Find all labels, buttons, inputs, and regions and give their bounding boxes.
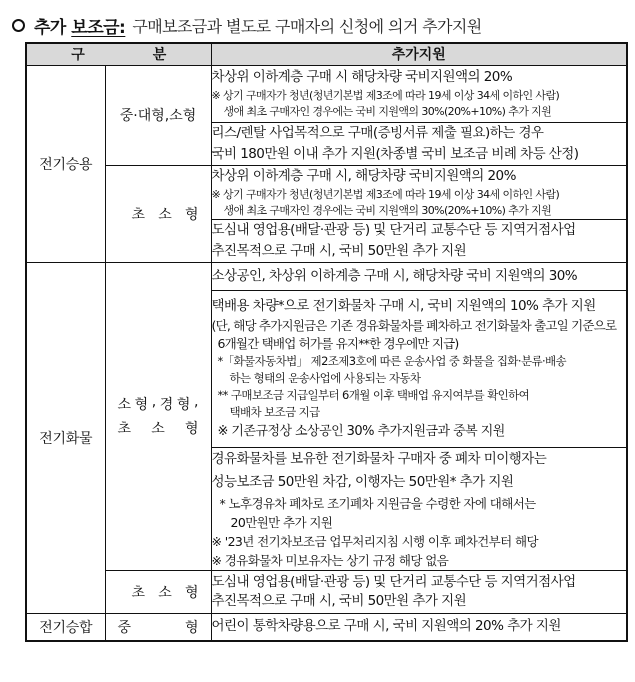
subtype-cell: 초 소 형: [105, 570, 211, 613]
category-cell: 전기화물: [26, 262, 105, 613]
support-cell: 도심내 영업용(배달·관광 등) 및 단거리 교통수단 등 지역거점사업 추진목적으로 구매 시, 국비 50만원 추가 지원: [211, 219, 627, 262]
section-title: [10, 12, 482, 38]
header-category: 구 분: [26, 43, 211, 65]
subtype-cell: 중·대형,소형: [105, 65, 211, 165]
subtype-cell: 초 소 형: [105, 165, 211, 262]
support-cell: 차상위 이하계층 구매 시, 해당차량 국비지원액의 20% ※ 상기 구매자가 청년(청년기본법 제3조에 따라 19세 이상 34세 이하인 사람) 생애 최초 구매자인 경우에는 국비 지원액의 30%(20%+10%) 추가 지원: [211, 165, 627, 219]
support-cell: 어린이 통학차량용으로 구매 시, 국비 지원액의 20% 추가 지원: [211, 613, 627, 641]
header-support: 추가지원: [211, 43, 627, 65]
table-row: [26, 613, 627, 641]
support-cell: 도심내 영업용(배달·관광 등) 및 단거리 교통수단 등 지역거점사업 추진목적으로 구매 시, 국비 50만원 추가 지원: [211, 570, 627, 613]
subtype-cell: 중 형: [105, 613, 211, 641]
category-cell: 전기승합: [26, 613, 105, 641]
hollow-circle-bullet-icon: [12, 19, 25, 32]
table-row: [26, 165, 627, 219]
subtype-cell: 소 형 , 경 형 , 초 소 형: [105, 262, 211, 570]
support-cell: 리스/렌탈 사업목적으로 구매(증빙서류 제출 필요)하는 경우 국비 180만원 이내 추가 지원(차종별 국비 보조금 비례 차등 산정): [211, 122, 627, 165]
support-cell: 택배용 차량*으로 전기화물차 구매 시, 국비 지원액의 10% 추가 지원 (단, 해당 추가지원금은 기존 경유화물차를 폐차하고 전기화물차 출고일 기준으로 6개월간 택배업 허가를 유지**한 경우에만 지급) *「화물자동차법」 제2조제3호에 따른 운송사업 중 화물을 집화·분류·배송 하는 형태의 운송사업에 사용되는 자동차 ** 구매보조금 지급일부터 6개월 이후 택배업 유지여부를 확인하여 택배차 보조금 지급 ※ 기존규정상 소상공인 30% 추가지원금과 중복 지원: [211, 290, 627, 447]
category-cell: 전기승용: [26, 65, 105, 262]
table-row: [26, 262, 627, 290]
table-header-row: [26, 43, 627, 65]
title-label: 추가 보조금:: [34, 17, 126, 38]
table-row: [26, 570, 627, 613]
support-cell: 소상공인, 차상위 이하계층 구매 시, 해당차량 국비 지원액의 30%: [211, 262, 627, 290]
title-description: 구매보조금과 별도로 구매자의 신청에 의거 추가지원: [132, 16, 482, 36]
support-cell: 경유화물차를 보유한 전기화물차 구매자 중 폐차 미이행자는 성능보조금 50만원 차감, 이행자는 50만원* 추가 지원 * 노후경유차 폐차로 조기폐차 지원금을 수령한 자에 대해서는 20만원만 추가 지원 ※ '23년 전기차보조금 업무처리지침 시행 이후 폐차건부터 해당 ※ 경유화물차 미보유자는 상기 규정 해당 없음: [211, 447, 627, 570]
support-cell: 차상위 이하계층 구매 시 해당차량 국비지원액의 20% ※ 상기 구매자가 청년(청년기본법 제3조에 따라 19세 이상 34세 이하인 사람) 생애 최초 구매자인 경우에는 국비 지원액의 30%(20%+10%) 추가 지원: [211, 65, 627, 122]
additional-subsidy-table: [25, 42, 628, 642]
table-row: [26, 65, 627, 122]
